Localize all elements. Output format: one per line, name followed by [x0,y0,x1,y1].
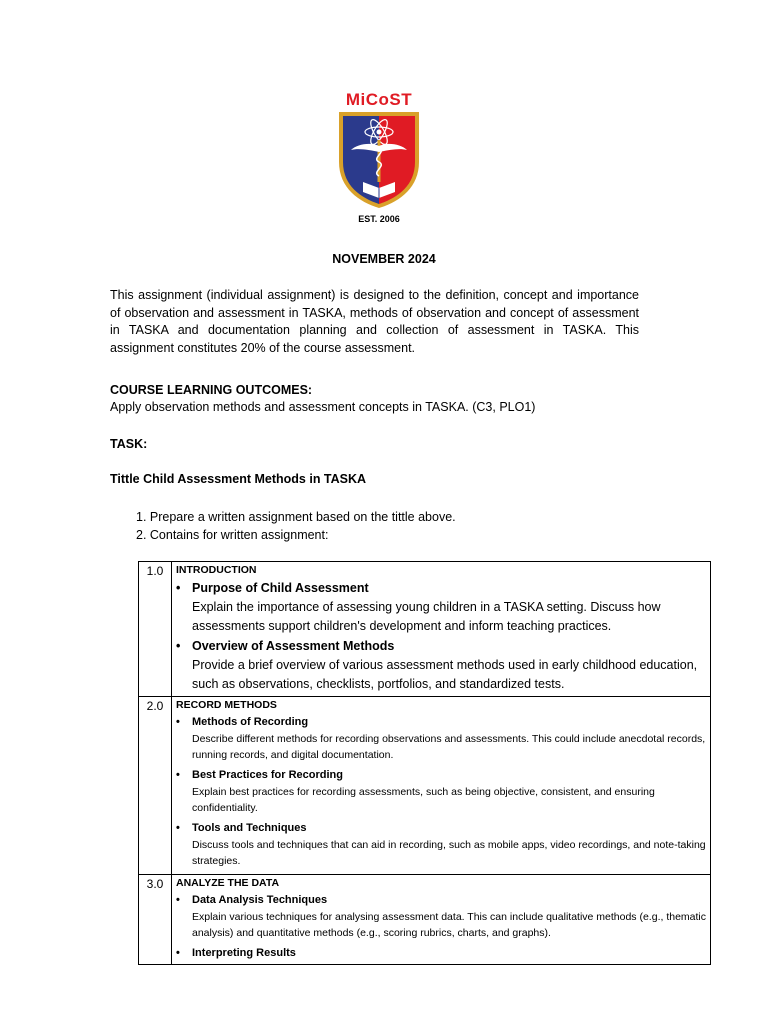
item-description: Explain best practices for recording assessments, such as being objective, consistent, and ensuring confidentiality. [192,786,655,814]
task-step: 1. Prepare a written assignment based on the tittle above. [136,510,456,524]
item-description: Explain the importance of assessing young children in a TASKA setting. Discuss how assessments support children's development and inform teaching practices. [192,600,661,633]
task-steps-list [136,508,456,544]
item-title: Methods of Recording [192,716,309,728]
table-row [139,875,711,965]
shield-crest-icon [337,110,421,210]
document-date: NOVEMBER 2024 [332,252,436,266]
intro-paragraph: This assignment (individual assignment) is designed to the definition, concept and importance of observation and assessment in TASKA, methods of observation and concept of assessment in TASKA and documentation planning and collection of assessment in TASKA. This assignment constitutes 20% of the course assessment. [110,288,639,355]
section-number: 2.0 [139,697,172,875]
section-heading: INTRODUCTION [176,564,257,576]
bullet-icon: • [176,581,181,595]
logo-wordmark: MiCoST [345,90,413,109]
logo-established-year: EST. 2006 [358,214,400,224]
list-item [176,819,706,869]
clo-text: Apply observation methods and assessment concepts in TASKA. (C3, PLO1) [110,400,536,414]
task-heading: TASK: [110,437,148,451]
assignment-contents-table [138,561,711,965]
item-description: Discuss tools and techniques that can aid in recording, such as mobile apps, video recordings, and note-taking strategies. [192,839,706,867]
item-title: Interpreting Results [192,947,296,959]
item-description: Explain various techniques for analysing assessment data. This can include qualitative methods (e.g., thematic analysis) and quantitative methods (e.g., scoring rubrics, charts, and graphs). [192,911,707,939]
table-row [139,562,711,697]
item-title: Overview of Assessment Methods [192,639,395,653]
list-item [176,713,706,763]
list-item [176,636,706,694]
bullet-icon: • [176,894,180,906]
bullet-icon: • [176,769,180,781]
bullet-icon: • [176,947,180,959]
list-item [176,766,706,816]
assignment-title: Tittle Child Assessment Methods in TASKA [110,472,367,486]
list-item [176,578,706,636]
list-item [176,891,706,941]
item-title: Purpose of Child Assessment [192,581,369,595]
item-title: Data Analysis Techniques [192,894,328,906]
item-title: Best Practices for Recording [192,769,343,781]
table-row [139,697,711,875]
section-number: 1.0 [139,562,172,697]
section-content [172,562,711,697]
item-description: Describe different methods for recording observations and assessments. This could include anecdotal records, running records, and digital documentation. [192,733,706,761]
college-logo [333,90,425,230]
task-step: 2. Contains for written assignment: [136,528,329,542]
section-content [172,697,711,875]
bullet-icon: • [176,639,181,653]
section-heading: ANALYZE THE DATA [176,877,280,889]
section-content [172,875,711,965]
bullet-icon: • [176,716,180,728]
list-item [176,944,706,962]
item-description: Provide a brief overview of various assessment methods used in early childhood education, such as observations, checklists, portfolios, and standardized tests. [192,658,698,691]
clo-heading: COURSE LEARNING OUTCOMES: [110,383,313,397]
section-heading: RECORD METHODS [176,699,277,711]
section-number: 3.0 [139,875,172,965]
bullet-icon: • [176,822,180,834]
item-title: Tools and Techniques [192,822,307,834]
